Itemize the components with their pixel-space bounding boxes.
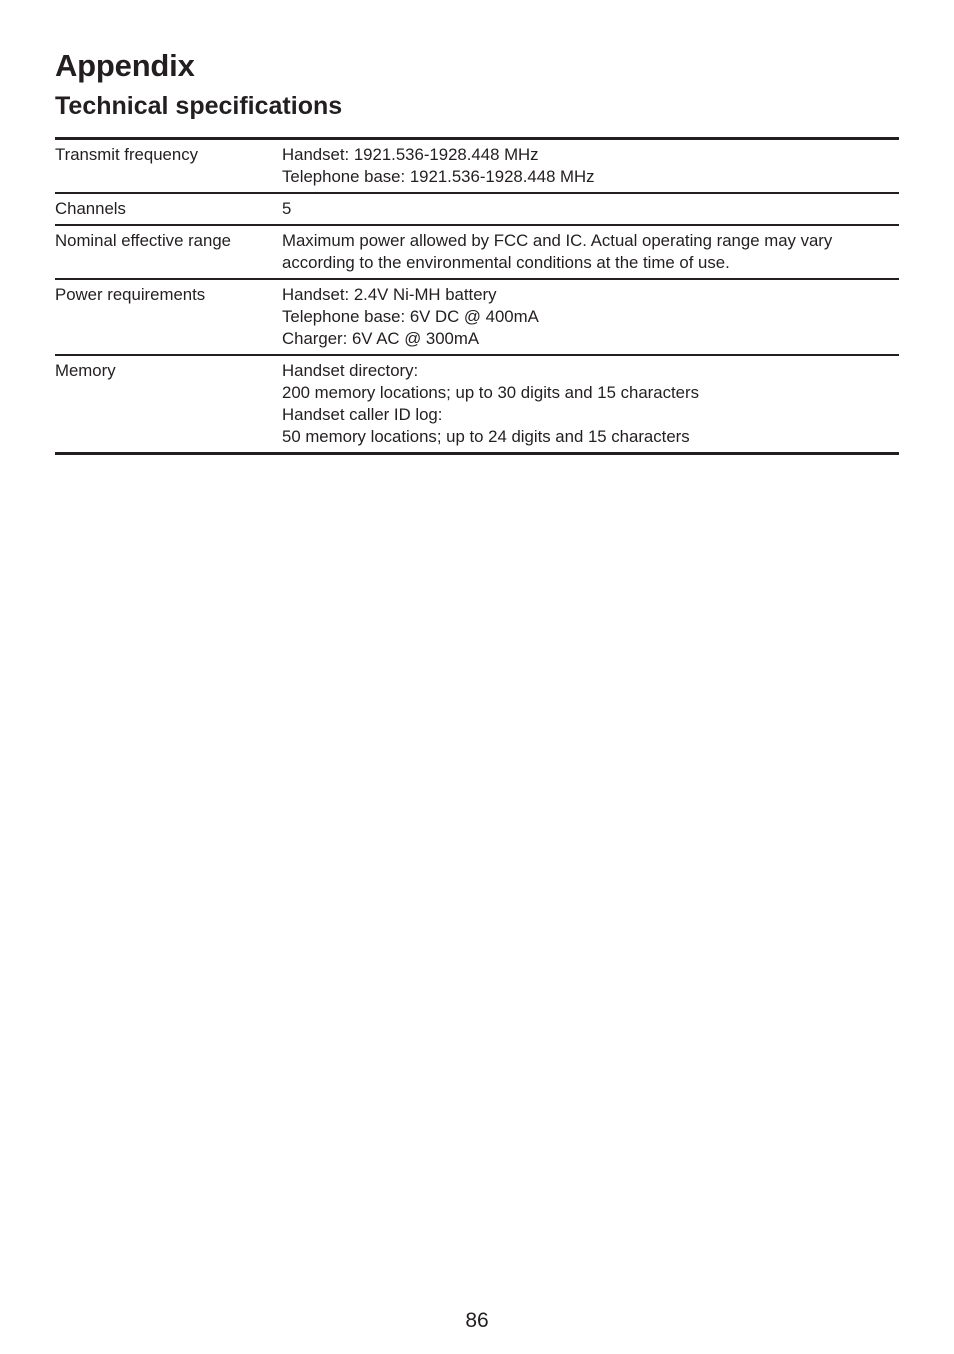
spec-value-line: Handset: 1921.536-1928.448 MHz xyxy=(282,145,539,164)
spec-value-line: Handset directory: xyxy=(282,361,419,380)
spec-label: Nominal effective range xyxy=(55,231,231,250)
spec-value xyxy=(282,193,899,225)
spec-row-power-requirements xyxy=(55,279,899,355)
spec-value-line: Maximum power allowed by FCC and IC. Actual operating range may vary xyxy=(282,231,833,250)
spec-value-line: Handset: 2.4V Ni-MH battery xyxy=(282,285,497,304)
spec-label: Memory xyxy=(55,361,116,380)
spec-label: Power requirements xyxy=(55,285,206,304)
spec-value-line: Telephone base: 1921.536-1928.448 MHz xyxy=(282,167,595,186)
spec-value xyxy=(282,355,899,454)
spec-label: Transmit frequency xyxy=(55,145,199,164)
spec-value-line: 200 memory locations; up to 30 digits and 15 characters xyxy=(282,383,699,402)
spec-value-line: 5 xyxy=(282,199,292,218)
spec-value-line: 50 memory locations; up to 24 digits and 15 characters xyxy=(282,427,690,446)
page-number: 86 xyxy=(465,1309,489,1332)
spec-row-transmit-frequency xyxy=(55,139,899,194)
spec-value-line: Handset caller ID log: xyxy=(282,405,443,424)
spec-row-channels xyxy=(55,193,899,225)
spec-row-memory xyxy=(55,355,899,454)
spec-value-line: Charger: 6V AC @ 300mA xyxy=(282,329,480,348)
spec-row-nominal-effective-range xyxy=(55,225,899,279)
spec-value-line: according to the environmental conditions at the time of use. xyxy=(282,253,730,272)
page-title: Appendix xyxy=(55,48,195,83)
section-title: Technical specifications xyxy=(55,92,343,120)
specifications-table xyxy=(55,137,899,455)
spec-value-line: Telephone base: 6V DC @ 400mA xyxy=(282,307,539,326)
spec-value xyxy=(282,225,899,279)
spec-value xyxy=(282,279,899,355)
spec-value xyxy=(282,139,899,194)
spec-label: Channels xyxy=(55,199,126,218)
